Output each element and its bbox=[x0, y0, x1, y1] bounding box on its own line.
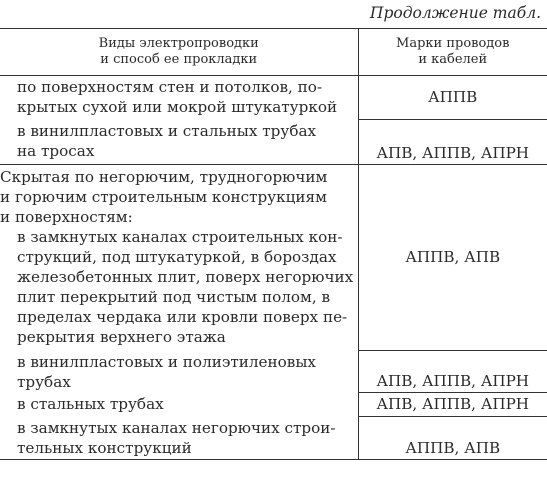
row-marks: АППВ, АПВ bbox=[358, 165, 547, 351]
header-wire-marks: Марки проводов и кабелей bbox=[358, 29, 547, 76]
row-text: в винилпластовых и полиэтиленовых трубах bbox=[17, 353, 316, 391]
row-marks: АПВ, АППВ, АПРН bbox=[358, 350, 547, 392]
row-marks: АППВ bbox=[358, 76, 547, 120]
table-row bbox=[0, 165, 547, 228]
wiring-table bbox=[0, 28, 547, 460]
table-caption: Продолжение табл. bbox=[369, 4, 541, 22]
row-text: в стальных трубах bbox=[17, 395, 164, 413]
table-row bbox=[0, 416, 547, 460]
row-text: в замкнутых каналах негорючих строи- тельных конструкций bbox=[17, 419, 336, 457]
row-text: в винилпластовых и стальных трубах на тросах bbox=[17, 122, 317, 160]
row-text: Скрытая по негорючим, трудногорючим и горючим строительным конструкциям и поверхностям: bbox=[0, 168, 328, 226]
row-text: по поверхностям стен и потолков, по- крытых сухой или мокрой штукатуркой bbox=[17, 78, 338, 116]
row-marks: АПВ, АППВ, АПРН bbox=[358, 119, 547, 165]
table-row bbox=[0, 119, 547, 165]
row-marks: АПВ, АППВ, АПРН bbox=[358, 392, 547, 416]
table-row bbox=[0, 392, 547, 416]
row-marks: АППВ, АПВ bbox=[358, 416, 547, 460]
header-wiring-type: Виды электропроводки и способ ее прокладки bbox=[0, 29, 358, 76]
table-header-row bbox=[0, 29, 547, 76]
table-row bbox=[0, 350, 547, 392]
row-text: в замкнутых каналах строительных кон- струкций, под штукатуркой, в бороздах железобетонных плит, поверх негорючих плит перекрытий под чистым полом, в пределах чердака или кровли поверх пе- рекрытия верхнего этажа bbox=[17, 228, 354, 346]
table-row bbox=[0, 76, 547, 120]
